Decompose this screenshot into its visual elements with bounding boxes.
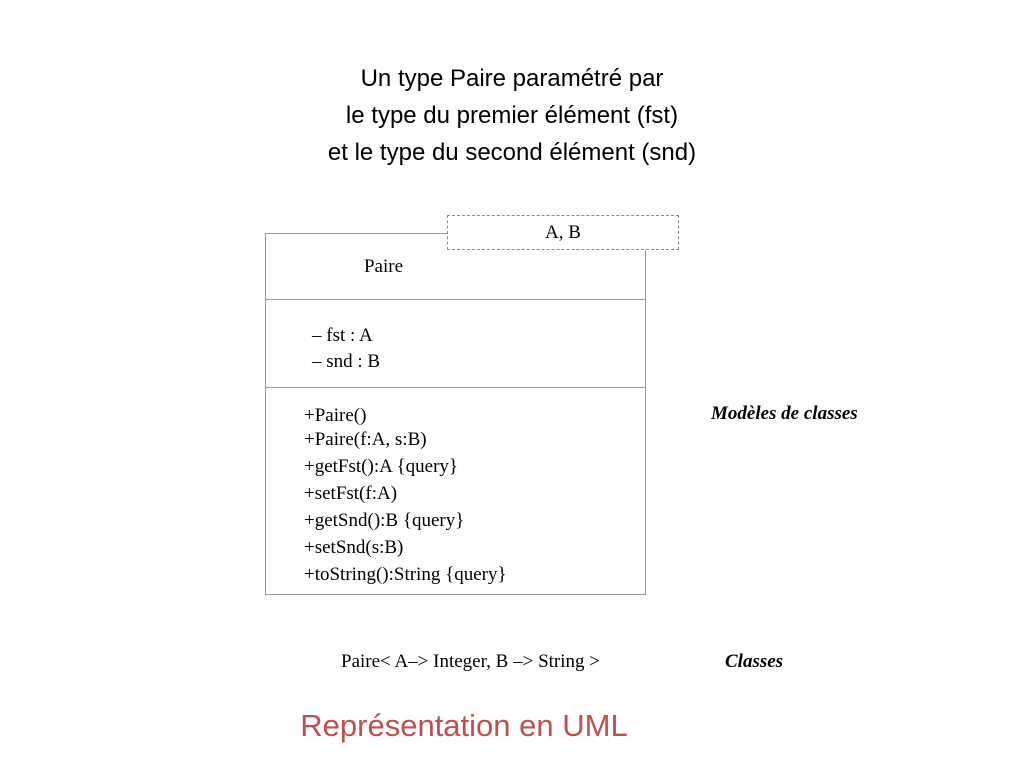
uml-name-divider xyxy=(266,299,645,300)
uml-operation: +getSnd():B {query} xyxy=(304,510,465,531)
uml-attribute: – fst : A xyxy=(312,325,373,346)
title-line-1: Un type Paire paramétré par xyxy=(360,65,664,92)
uml-attributes xyxy=(312,323,380,375)
uml-operation: +setSnd(s:B) xyxy=(304,537,404,558)
uml-operation: +Paire() xyxy=(304,405,367,426)
uml-operations xyxy=(304,406,507,588)
models-label: Modèles de classes xyxy=(711,403,858,424)
uml-attributes-divider xyxy=(266,387,645,388)
slide-title xyxy=(0,60,1024,171)
uml-attribute: – snd : B xyxy=(312,351,381,372)
uml-class-name: Paire xyxy=(363,256,404,277)
uml-operation: +toString():String {query} xyxy=(304,564,507,585)
classes-label: Classes xyxy=(725,651,784,672)
uml-template-parameters: A, B xyxy=(447,215,679,250)
footer-caption: Représentation en UML xyxy=(300,708,628,743)
uml-class-box xyxy=(265,233,646,595)
class-instantiation: Paire< A–> Integer, B –> String > xyxy=(341,651,600,672)
uml-operation: +Paire(f:A, s:B) xyxy=(304,429,427,450)
uml-operation: +setFst(f:A) xyxy=(304,483,398,504)
uml-operation: +getFst():A {query} xyxy=(304,456,459,477)
title-line-3: et le type du second élément (snd) xyxy=(327,139,697,166)
title-line-2: le type du premier élément (fst) xyxy=(345,102,679,129)
